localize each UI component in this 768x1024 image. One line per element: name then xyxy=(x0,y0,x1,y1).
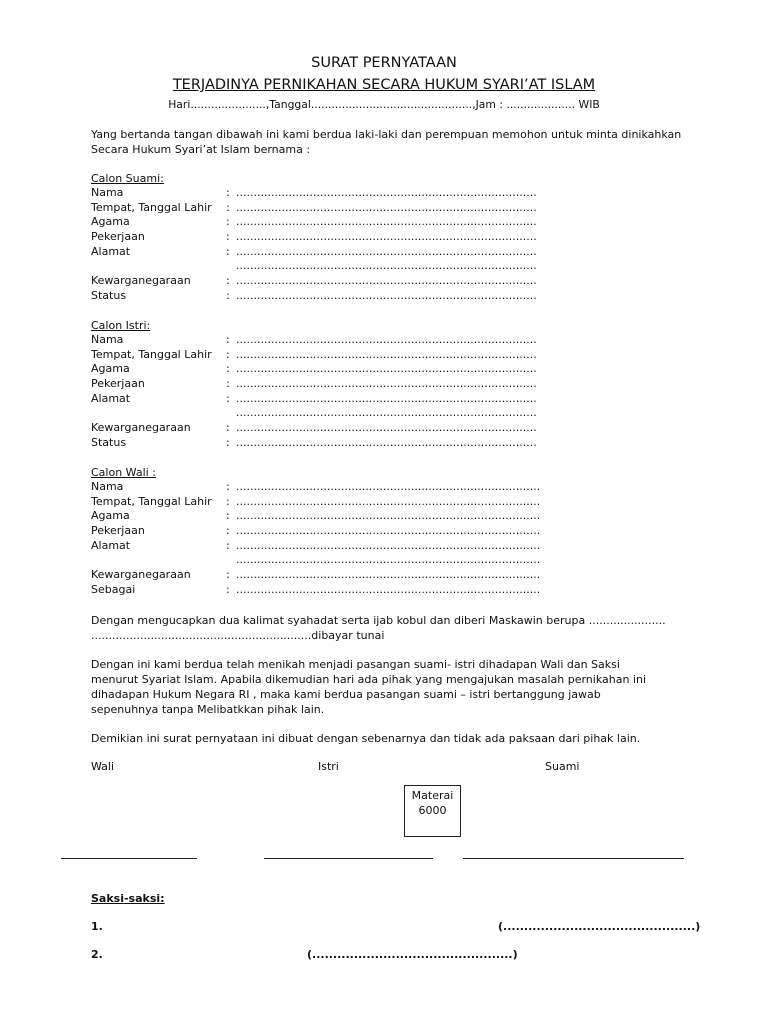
field-label: Pekerjaan xyxy=(91,230,145,244)
field-colon: : xyxy=(226,362,230,376)
field-label: Pekerjaan xyxy=(91,524,145,538)
field-row xyxy=(91,495,691,510)
field-row-continued xyxy=(91,553,691,568)
field-row xyxy=(91,186,691,201)
field-label: Kewarganegaraan xyxy=(91,421,191,435)
field-label: Nama xyxy=(91,186,124,199)
field-colon: : xyxy=(226,230,230,244)
saksi-blank-1: (..............................................) xyxy=(498,920,701,933)
field-label: Sebagai xyxy=(91,582,136,596)
signer-wali-label: Wali xyxy=(91,760,115,773)
field-row xyxy=(91,436,691,451)
section-calon-istri xyxy=(91,318,691,451)
field-colon: : xyxy=(226,435,230,449)
field-row xyxy=(91,362,691,377)
section-calon-suami xyxy=(91,171,691,304)
field-colon: : xyxy=(226,200,230,214)
field-blank: ....................................................................................... xyxy=(236,524,541,538)
field-blank: ...................................................................................... xyxy=(236,288,537,302)
field-label: Agama xyxy=(91,215,130,229)
field-label: Tempat, Tanggal Lahir xyxy=(91,200,212,214)
field-blank: ....................................................................................... xyxy=(236,538,541,552)
field-colon: : xyxy=(226,186,230,199)
signature-line-suami xyxy=(463,858,684,859)
field-blank: ...................................................................................... xyxy=(236,391,537,405)
field-label: Nama xyxy=(91,333,124,346)
saksi-number-2: 2. xyxy=(91,948,103,961)
materai-value: 6000 xyxy=(418,804,447,817)
section-title: Calon Istri: xyxy=(91,319,151,332)
field-row xyxy=(91,215,691,230)
field-blank: ...................................................................................... xyxy=(236,186,537,199)
field-blank: ...................................................................................... xyxy=(236,362,537,376)
signature-line-istri xyxy=(264,858,433,859)
field-blank: ...................................................................................... xyxy=(236,274,537,288)
field-row xyxy=(91,245,691,260)
field-colon: : xyxy=(226,509,230,523)
field-label: Alamat xyxy=(91,244,131,258)
field-row-continued xyxy=(91,406,691,421)
field-label: Alamat xyxy=(91,391,131,405)
field-colon: : xyxy=(226,494,230,508)
field-colon: : xyxy=(226,244,230,258)
field-row xyxy=(91,230,691,245)
field-blank: ...................................................................................... xyxy=(236,230,537,244)
field-row xyxy=(91,421,691,436)
signature-labels xyxy=(0,760,768,774)
field-colon: : xyxy=(226,421,230,435)
field-blank: ...................................................................................... xyxy=(236,347,537,361)
field-label: Agama xyxy=(91,362,130,376)
field-blank: ....................................................................................... xyxy=(236,480,541,493)
materai-label: Materai xyxy=(411,789,454,802)
field-blank: ....................................................................................... xyxy=(236,509,541,523)
field-row xyxy=(91,568,691,583)
field-blank: ...................................................................................... xyxy=(236,421,537,435)
field-colon: : xyxy=(226,582,230,596)
field-label: Tempat, Tanggal Lahir xyxy=(91,494,212,508)
field-colon: : xyxy=(226,215,230,229)
field-row xyxy=(91,348,691,363)
field-row-continued xyxy=(91,259,691,274)
field-row xyxy=(91,480,691,495)
field-blank: ...................................................................................... xyxy=(236,200,537,214)
saksi-number-1: 1. xyxy=(91,920,103,933)
intro-paragraph: Yang bertanda tangan dibawah ini kami berdua laki-laki dan perempuan memohon untuk minta dinikahkan Secara Hukum Syari’at Islam bernama : xyxy=(91,128,682,156)
field-blank: ....................................................................................... xyxy=(236,582,541,596)
field-row xyxy=(91,201,691,216)
materai-stamp-box xyxy=(404,785,461,837)
saksi-title: Saksi-saksi: xyxy=(91,892,165,905)
field-colon: : xyxy=(226,391,230,405)
signature-line-wali xyxy=(61,858,197,859)
field-colon: : xyxy=(226,377,230,391)
field-blank: ...................................................................................... xyxy=(236,215,537,229)
closing-paragraph: Demikian ini surat pernyataan ini dibuat dengan sebenarnya dan tidak ada paksaan dari pihak lain. xyxy=(91,732,641,745)
field-label: Status xyxy=(91,435,127,449)
field-row xyxy=(91,274,691,289)
field-row xyxy=(91,289,691,304)
saksi-blank-2: (................................................) xyxy=(307,948,518,961)
field-blank: ....................................................................................... xyxy=(236,494,541,508)
document-title: SURAT PERNYATAAN xyxy=(311,55,457,71)
field-colon: : xyxy=(226,524,230,538)
field-colon: : xyxy=(226,347,230,361)
field-label: Tempat, Tanggal Lahir xyxy=(91,347,212,361)
field-colon: : xyxy=(226,333,230,346)
field-blank: ...................................................................................... xyxy=(236,406,537,420)
document-subtitle: TERJADINYA PERNIKAHAN SECARA HUKUM SYARI’AT ISLAM xyxy=(172,77,596,93)
field-row xyxy=(91,333,691,348)
field-label: Kewarganegaraan xyxy=(91,274,191,288)
field-row xyxy=(91,509,691,524)
field-blank: ...................................................................................... xyxy=(236,244,537,258)
signer-istri-label: Istri xyxy=(318,760,339,773)
date-line: Hari......................,Tanggal...............................................,Jam : .................... WIB xyxy=(168,98,600,111)
field-label: Pekerjaan xyxy=(91,377,145,391)
field-label: Alamat xyxy=(91,538,131,552)
field-blank: ....................................................................................... xyxy=(236,553,541,567)
field-label: Nama xyxy=(91,480,124,493)
field-colon: : xyxy=(226,538,230,552)
maskawin-paragraph: Dengan mengucapkan dua kalimat syahadat serta ijab kobul dan diberi Maskawin berupa ...................... ...............................................................dibayar tunai xyxy=(91,614,666,642)
field-colon: : xyxy=(226,274,230,288)
field-colon: : xyxy=(226,480,230,493)
signer-suami-label: Suami xyxy=(545,760,580,773)
field-colon: : xyxy=(226,288,230,302)
field-label: Agama xyxy=(91,509,130,523)
field-blank: ...................................................................................... xyxy=(236,435,537,449)
field-colon: : xyxy=(226,568,230,582)
field-blank: ...................................................................................... xyxy=(236,333,537,346)
field-row xyxy=(91,539,691,554)
field-blank: ....................................................................................... xyxy=(236,568,541,582)
field-row xyxy=(91,583,691,598)
section-calon-wali xyxy=(91,465,691,598)
section-title: Calon Suami: xyxy=(91,172,164,185)
field-row xyxy=(91,524,691,539)
field-row xyxy=(91,377,691,392)
field-blank: ...................................................................................... xyxy=(236,377,537,391)
field-blank: ...................................................................................... xyxy=(236,259,537,273)
section-title: Calon Wali : xyxy=(91,466,156,479)
statement-paragraph: Dengan ini kami berdua telah menikah menjadi pasangan suami- istri dihadapan Wali dan Saksi menurut Syariat Islam. Apabila dikemudian hari ada pihak yang mengajukan masalah pernikahan ini dihadapan Hukum Negara RI , maka kami berdua pasangan suami – istri bertanggung jawab sepenuhnya tanpa Melibatkkan pihak lain. xyxy=(91,658,647,716)
field-row xyxy=(91,392,691,407)
field-label: Status xyxy=(91,288,127,302)
field-label: Kewarganegaraan xyxy=(91,568,191,582)
